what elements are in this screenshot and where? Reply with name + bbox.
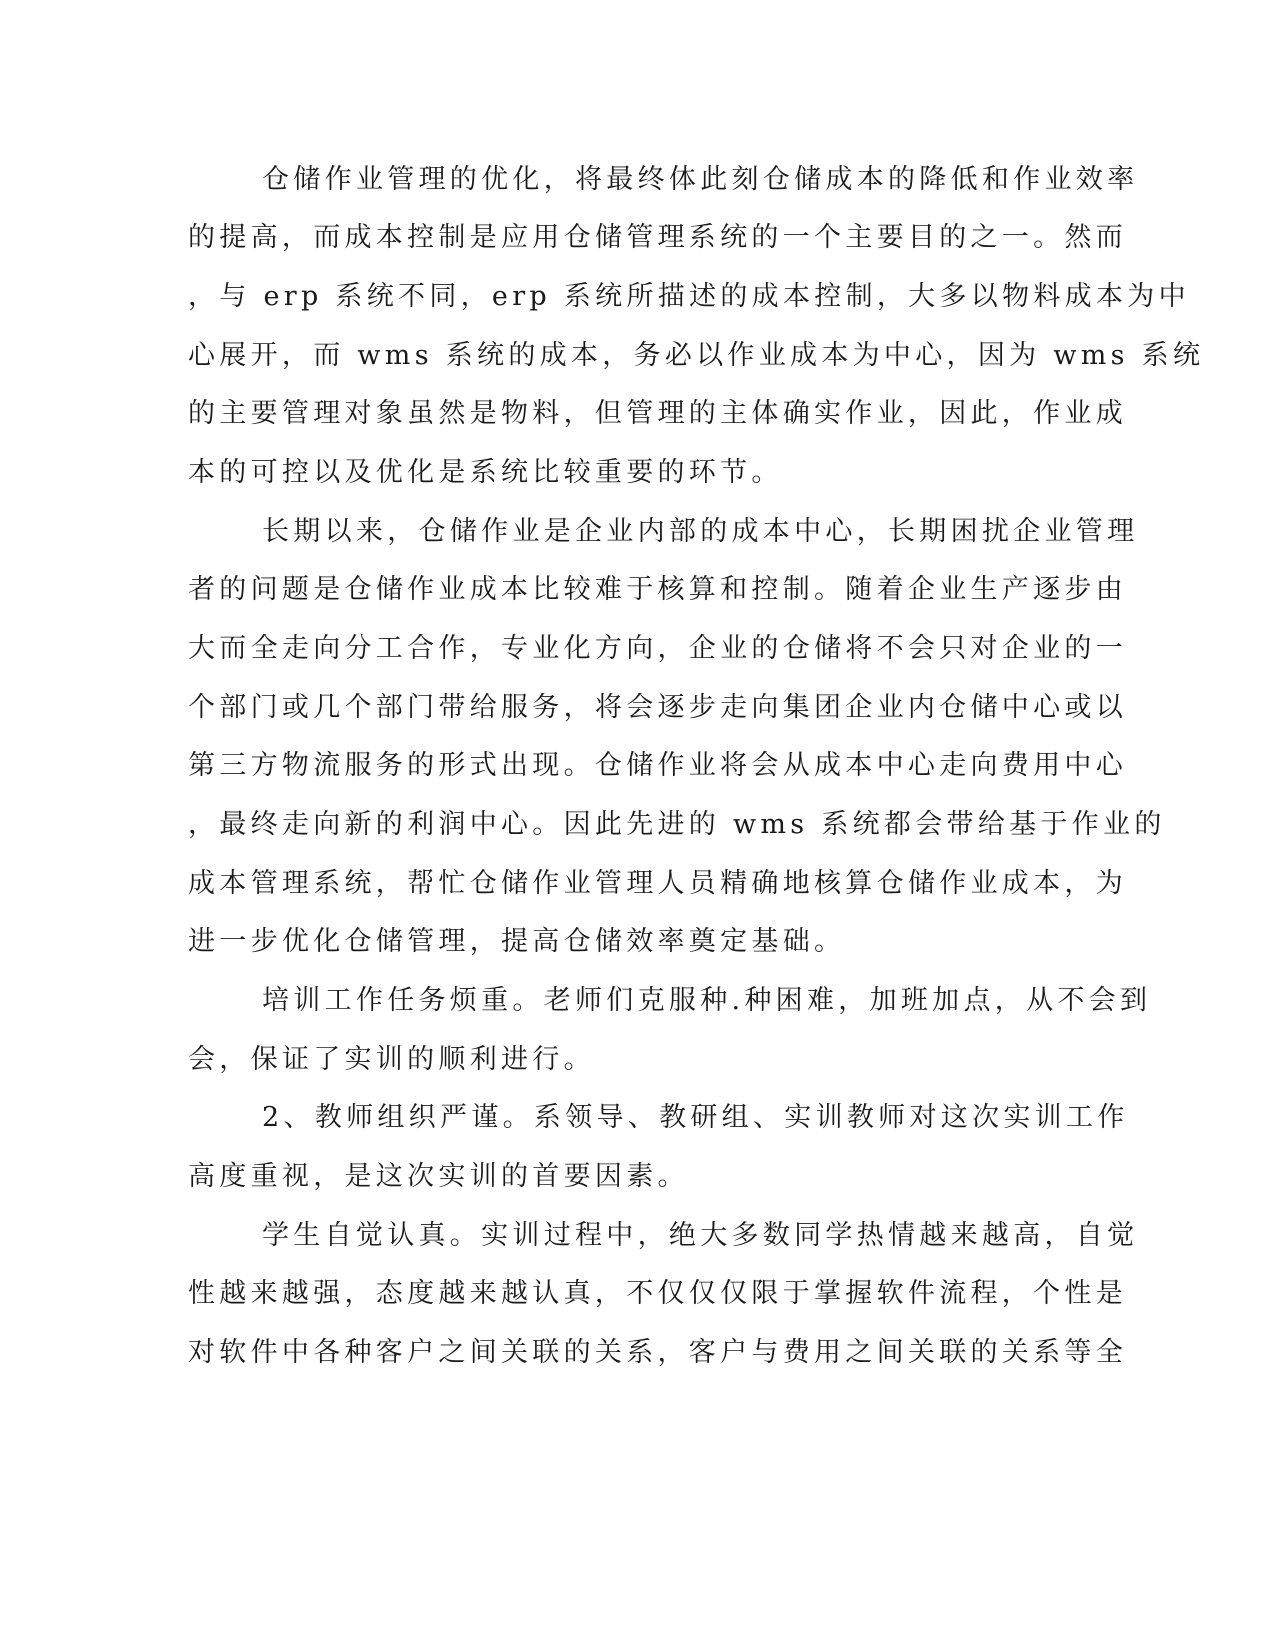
paragraph-2-line-3: 大而全走向分工合作，专业化方向，企业的仓储将不会只对企业的一 [188,633,1127,664]
paragraph-2-line-1: 长期以来，仓储作业是企业内部的成本中心，长期困扰企业管理 [262,516,1139,547]
paragraph-4-line-2: 高度重视，是这次实训的首要因素。 [188,1161,689,1192]
paragraph-1-line-1: 仓储作业管理的优化，将最终体此刻仓储成本的降低和作业效率 [262,164,1139,195]
paragraph-1-line-2: 的提高，而成本控制是应用仓储管理系统的一个主要目的之一。然而 [188,222,1127,253]
paragraph-2-line-5: 第三方物流服务的形式出现。仓储作业将会从成本中心走向费用中心 [188,750,1127,781]
paragraph-2-line-4: 个部门或几个部门带给服务，将会逐步走向集团企业内仓储中心或以 [188,692,1127,723]
paragraph-1-line-3: ，与 erp 系统不同，erp 系统所描述的成本控制，大多以物料成本为中 [188,281,1190,312]
paragraph-4-line-1: 2、教师组织严谨。系领导、教研组、实训教师对这次实训工作 [262,1102,1129,1133]
paragraph-2-line-7: 成本管理系统，帮忙仓储作业管理人员精确地核算仓储作业成本，为 [188,868,1127,899]
paragraph-2-line-8: 进一步优化仓储管理，提高仓储效率奠定基础。 [188,926,846,957]
paragraph-3-line-2: 会，保证了实训的顺利进行。 [188,1044,595,1075]
paragraph-5-line-2: 性越来越强，态度越来越认真，不仅仅仅限于掌握软件流程，个性是 [188,1278,1127,1309]
paragraph-2-line-2: 者的问题是仓储作业成本比较难于核算和控制。随着企业生产逐步由 [188,574,1127,605]
paragraph-2-line-6: ，最终走向新的利润中心。因此先进的 wms 系统都会带给基于作业的 [188,809,1166,840]
paragraph-5-line-1: 学生自觉认真。实训过程中，绝大多数同学热情越来越高，自觉 [262,1220,1139,1251]
paragraph-3-line-1: 培训工作任务烦重。老师们克服种.种困难，加班加点，从不会到 [262,985,1152,1016]
paragraph-1-line-6: 本的可控以及优化是系统比较重要的环节。 [188,457,783,488]
paragraph-1-line-4: 心展开，而 wms 系统的成本，务必以作业成本为中心，因为 wms 系统 [188,340,1205,371]
paragraph-5-line-3: 对软件中各种客户之间关联的关系，客户与费用之间关联的关系等全 [188,1337,1127,1368]
paragraph-1-line-5: 的主要管理对象虽然是物料，但管理的主体确实作业，因此，作业成 [188,398,1127,429]
